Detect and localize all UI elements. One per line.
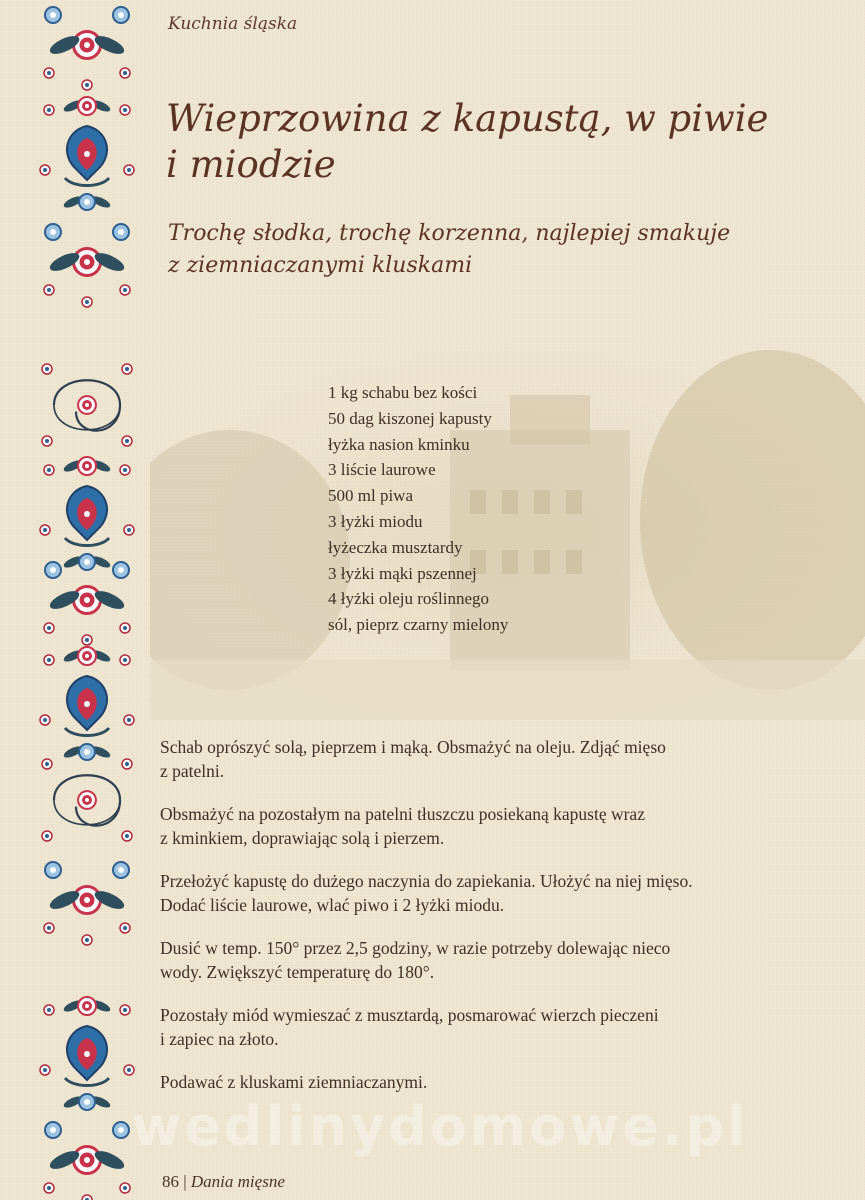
step-line: Dusić w temp. 150° przez 2,5 godziny, w razie potrzeby dolewając nieco [160,938,671,958]
step-paragraph [160,936,840,984]
step-paragraph [160,735,840,783]
page-footer [162,1172,285,1192]
step-line: Dodać liście laurowe, wlać piwo i 2 łyżki miodu. [160,895,505,915]
ingredient-item: sól, pieprz czarny mielony [328,615,509,635]
footer-separator: | [183,1172,187,1191]
ingredient-item: 3 łyżki miodu [328,511,423,531]
chapter-name: Dania mięsne [190,1172,285,1191]
ingredient-item: 1 kg schabu bez kości [328,383,478,402]
ingredient-item: 3 łyżki mąki pszennej [328,563,477,583]
step-line: Schab oprószyć solą, pieprzem i mąką. Obsmażyć na oleju. Zdjąć mięso [160,737,666,757]
recipe-title-line-2: i miodzie [166,143,336,186]
recipe-subtitle-line-2: z ziemniaczanymi kluskami [168,253,473,278]
recipe-title [166,96,826,188]
section-header: Kuchnia śląska [168,14,298,34]
recipe-title-line-1: Wieprzowina z kapustą, w piwie [166,97,769,140]
step-paragraph [160,869,840,917]
step-paragraph [160,802,840,850]
ingredient-item: łyżeczka musztardy [328,537,463,557]
ingredient-item: 4 łyżki oleju roślinnego [328,589,490,609]
step-line: Podawać z kluskami ziemniaczanymi. [160,1072,428,1092]
ingredient-item: 500 ml piwa [328,486,413,506]
folk-ornament-border [28,0,146,1200]
recipe-subtitle-line-1: Trochę słodka, trochę korzenna, najlepiej smakuje [168,221,731,246]
watermark: wedlinydomowe.pl [131,1095,749,1158]
step-line: z patelni. [160,761,225,781]
ingredient-item: 50 dag kiszonej kapusty [328,408,492,428]
step-line: Obsmażyć na pozostałym na patelni tłuszczu posiekaną kapustę wraz [160,804,645,824]
step-line: Przełożyć kapustę do dużego naczynia do zapiekania. Ułożyć na niej mięso. [160,871,693,891]
step-line: wody. Zwiększyć temperaturę do 180°. [160,962,435,982]
ingredient-item: 3 liście laurowe [328,460,436,480]
ingredient-item: łyżka nasion kminku [328,434,470,454]
step-line: i zapiec na złoto. [160,1029,279,1049]
ingredients-list [328,380,508,638]
preparation-steps [160,735,840,1113]
recipe-subtitle [168,218,828,282]
step-line: Pozostały miód wymieszać z musztardą, posmarować wierzch pieczeni [160,1005,659,1025]
step-paragraph [160,1003,840,1051]
step-line: z kminkiem, doprawiając solą i pierzem. [160,828,445,848]
step-paragraph [160,1070,840,1094]
page-number: 86 [162,1172,179,1191]
